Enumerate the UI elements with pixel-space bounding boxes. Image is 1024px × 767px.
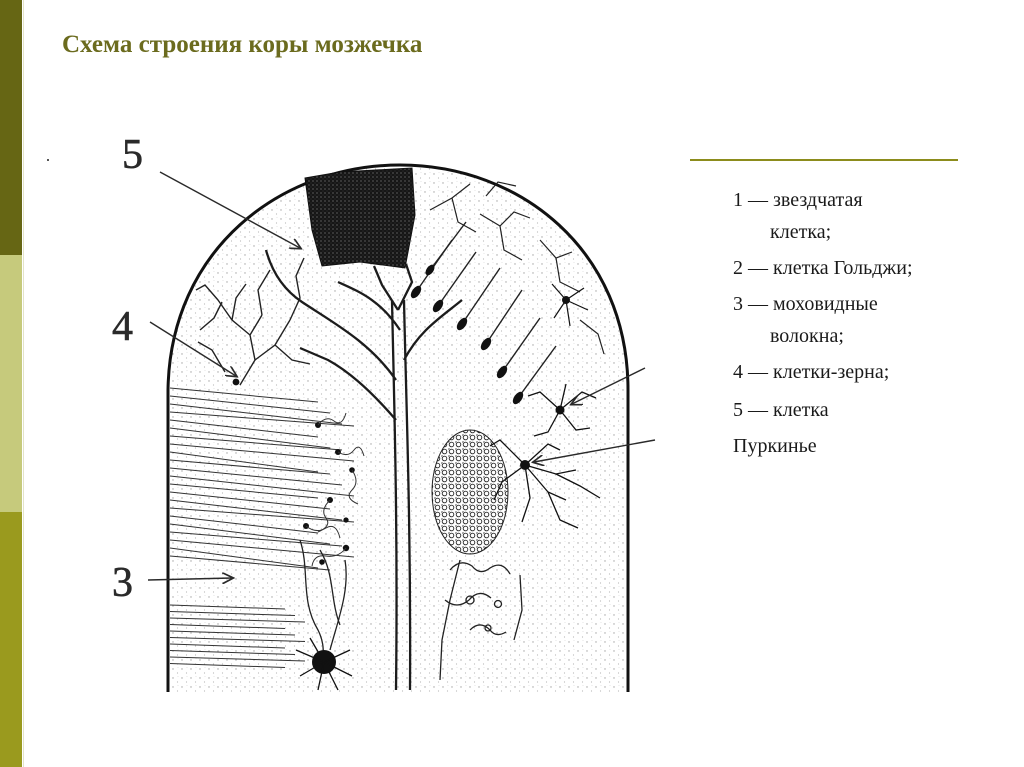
legend-item-5-line-2: Пуркинье <box>733 435 817 457</box>
legend-item-1-line-2: клетка; <box>770 221 832 243</box>
legend-item-4-line-1: 4 — клетки-зерна; <box>733 361 890 383</box>
label-5: 5 <box>122 132 143 178</box>
label-3: 3 <box>112 560 133 606</box>
golgi-cell-cluster <box>432 430 508 554</box>
slide-title: Схема строения коры мозжечка <box>62 31 423 58</box>
legend-item-3-line-1: 3 — моховидные <box>733 293 878 315</box>
label-4: 4 <box>112 304 133 350</box>
stray-mark <box>47 159 49 161</box>
legend-item-3-line-2: волокна; <box>770 325 844 347</box>
legend-item-1-line-1: 1 — звездчатая <box>733 189 863 211</box>
sidebar-edge-line <box>23 0 24 767</box>
sidebar-segment-middle <box>0 255 22 512</box>
legend-item-2-line-1: 2 — клетка Гольджи; <box>733 257 913 279</box>
sidebar-segment-top <box>0 0 22 255</box>
dense-dendrite-block <box>305 168 415 268</box>
sidebar-segment-bottom <box>0 512 22 767</box>
legend-item-5-line-1: 5 — клетка <box>733 399 829 421</box>
sidebar-accent-bar <box>0 0 22 767</box>
granule-cell <box>233 379 240 386</box>
legend-divider <box>690 159 958 161</box>
granule-cell <box>319 559 325 565</box>
cerebellar-cortex-diagram <box>100 110 660 710</box>
granule-cell <box>343 517 348 522</box>
